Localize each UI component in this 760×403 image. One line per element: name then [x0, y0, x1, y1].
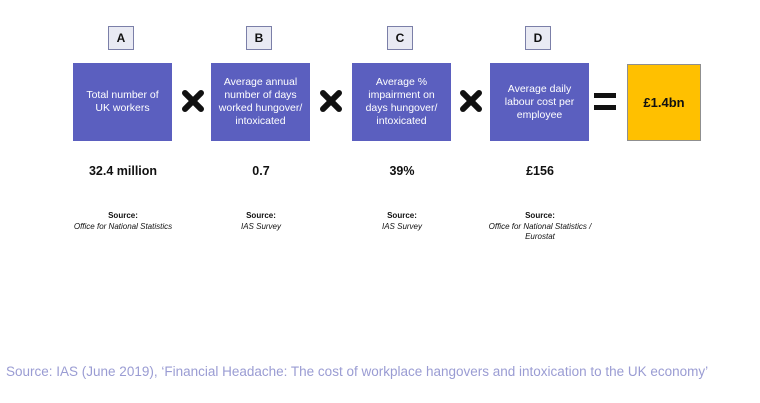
source-text: IAS Survey	[240, 222, 281, 231]
factor-box	[73, 63, 172, 141]
source-text: Office for National Statistics	[73, 222, 173, 231]
factor-value: 0.7	[252, 164, 270, 178]
factor-description: Average annual number of days worked hungover/ intoxicated	[218, 76, 303, 127]
source-label: Source:	[525, 211, 555, 220]
factor-letter: B	[246, 26, 272, 50]
equals-bar-bottom	[594, 105, 616, 110]
source-text: IAS Survey	[381, 222, 422, 231]
factor-value: £156	[526, 164, 554, 178]
multiply-icon	[459, 89, 483, 113]
result-value: £1.4bn	[643, 95, 685, 110]
factor-box	[211, 63, 310, 141]
equals-bar-top	[594, 93, 616, 98]
factor-description: Average daily labour cost per employee	[504, 82, 575, 121]
factor-letter: D	[525, 26, 551, 50]
source-text: Office for National Statistics / Eurostat	[488, 222, 592, 241]
factor-value: 39%	[389, 164, 415, 178]
multiply-icon	[181, 89, 205, 113]
factor-description: Total number of UK workers	[86, 89, 159, 114]
source-label: Source:	[108, 211, 138, 220]
factor-box	[352, 63, 451, 141]
equals-icon	[594, 93, 616, 111]
footer-source: Source: IAS (June 2019), ‘Financial Headache: The cost of workplace hangovers and intoxication to the UK economy’	[6, 364, 709, 379]
result-box	[627, 64, 701, 141]
factor-box	[490, 63, 589, 141]
source-label: Source:	[387, 211, 417, 220]
source-label: Source:	[246, 211, 276, 220]
factor-description: Average % impairment on days hungover/ intoxicated	[365, 76, 438, 127]
factor-letter: C	[387, 26, 413, 50]
factor-value: 32.4 million	[88, 164, 158, 178]
multiply-icon	[319, 89, 343, 113]
factor-letter: A	[108, 26, 134, 50]
